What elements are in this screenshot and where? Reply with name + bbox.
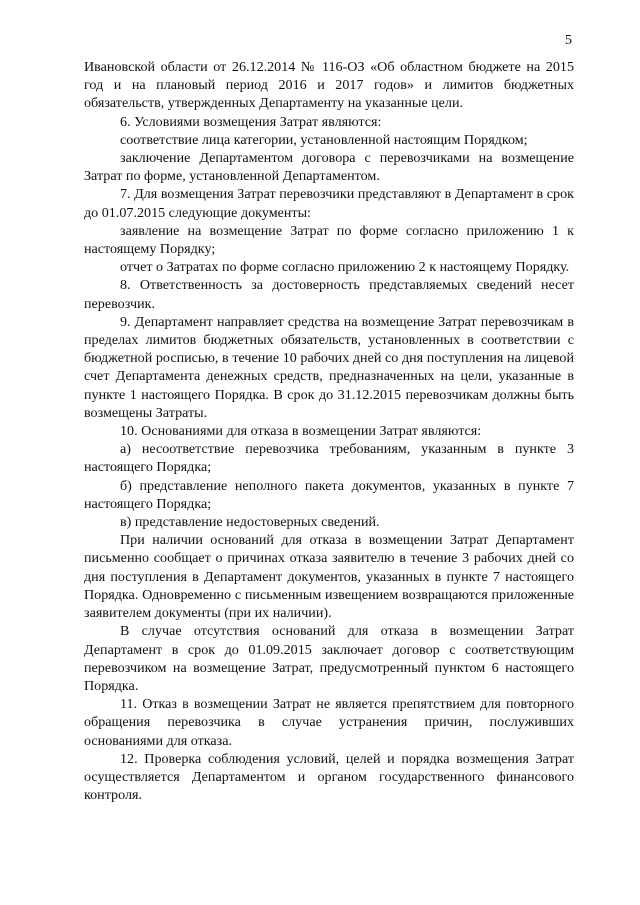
paragraph-7-heading: 7. Для возмещения Затрат перевозчики представляют в Департамент в срок до 01.07.2015 следующие документы:	[84, 186, 574, 221]
paragraph-7-document-2: отчет о Затратах по форме согласно приложению 2 к настоящему Порядку.	[120, 259, 570, 276]
paragraph-10-heading: 10. Основаниями для отказа в возмещении Затрат являются:	[120, 423, 482, 440]
paragraph-10-item-a: а) несоответствие перевозчика требованиям, указанным в пункте 3 настоящего Порядка;	[84, 441, 574, 476]
paragraph-10-item-b: б) представление неполного пакета документов, указанных в пункте 7 настоящего Порядка;	[84, 477, 574, 512]
paragraph-7-document-1: заявление на возмещение Затрат по форме согласно приложению 1 к настоящему Порядку;	[84, 222, 574, 258]
paragraph-6-heading: 6. Условиями возмещения Затрат являются:	[120, 113, 382, 130]
paragraph-continuation: Ивановской области от 26.12.2014 № 116-ОЗ «Об областном бюджете на 2015 год и на плановый период 2016 и 2017 годов» и лимитов бюджетных обязательств, утвержденных Департаменту на указанные цели.	[84, 59, 574, 112]
paragraph-12: 12. Проверка соблюдения условий, целей и порядка возмещения Затрат осуществляется Департаментом и органом государственного финансового контроля.	[84, 750, 574, 804]
paragraph-10-item-v: в) представление недостоверных сведений.	[120, 514, 380, 531]
paragraph-6-condition-2: заключение Департаментом договора с перевозчиками на возмещение Затрат по форме, установленной Департаментом.	[84, 150, 574, 185]
paragraph-8: 8. Ответственность за достоверность представляемых сведений несет перевозчик.	[84, 277, 574, 312]
paragraph-11: 11. Отказ в возмещении Затрат не является препятствием для повторного обращения перевозчика в случае устранения причин, послуживших основаниями для отказа.	[84, 696, 574, 749]
page-number: 5	[565, 33, 572, 48]
paragraph-6-condition-1: соответствие лица категории, установленной настоящим Порядком;	[120, 131, 528, 148]
paragraph-refusal-notice: При наличии оснований для отказа в возмещении Затрат Департамент письменно сообщает о причинах отказа заявителю в течение 3 рабочих дней со дня поступления в Департамент документов, указанных в пункте 7 настоящего Порядка. Одновременно с письменным извещением возвращаются приложенные заявителем документы (при их наличии).	[84, 532, 574, 622]
paragraph-contract-conclusion: В случае отсутствия оснований для отказа в возмещении Затрат Департамент в срок до 01.09.2015 заключает договор с соответствующим перевозчиком на возмещение Затрат, предусмотренный пунктом 6 настоящего Порядка.	[84, 623, 574, 694]
document-body	[84, 58, 574, 804]
paragraph-9: 9. Департамент направляет средства на возмещение Затрат перевозчикам в пределах лимитов бюджетных обязательств, установленных в соответствии с бюджетной росписью, в течение 10 рабочих дней со дня поступления на лицевой счет Департамента денежных средств, предназначенных на цели, указанные в пункте 1 настоящего Порядка. В срок до 31.12.2015 перевозчикам должны быть возмещены Затраты.	[84, 313, 574, 421]
